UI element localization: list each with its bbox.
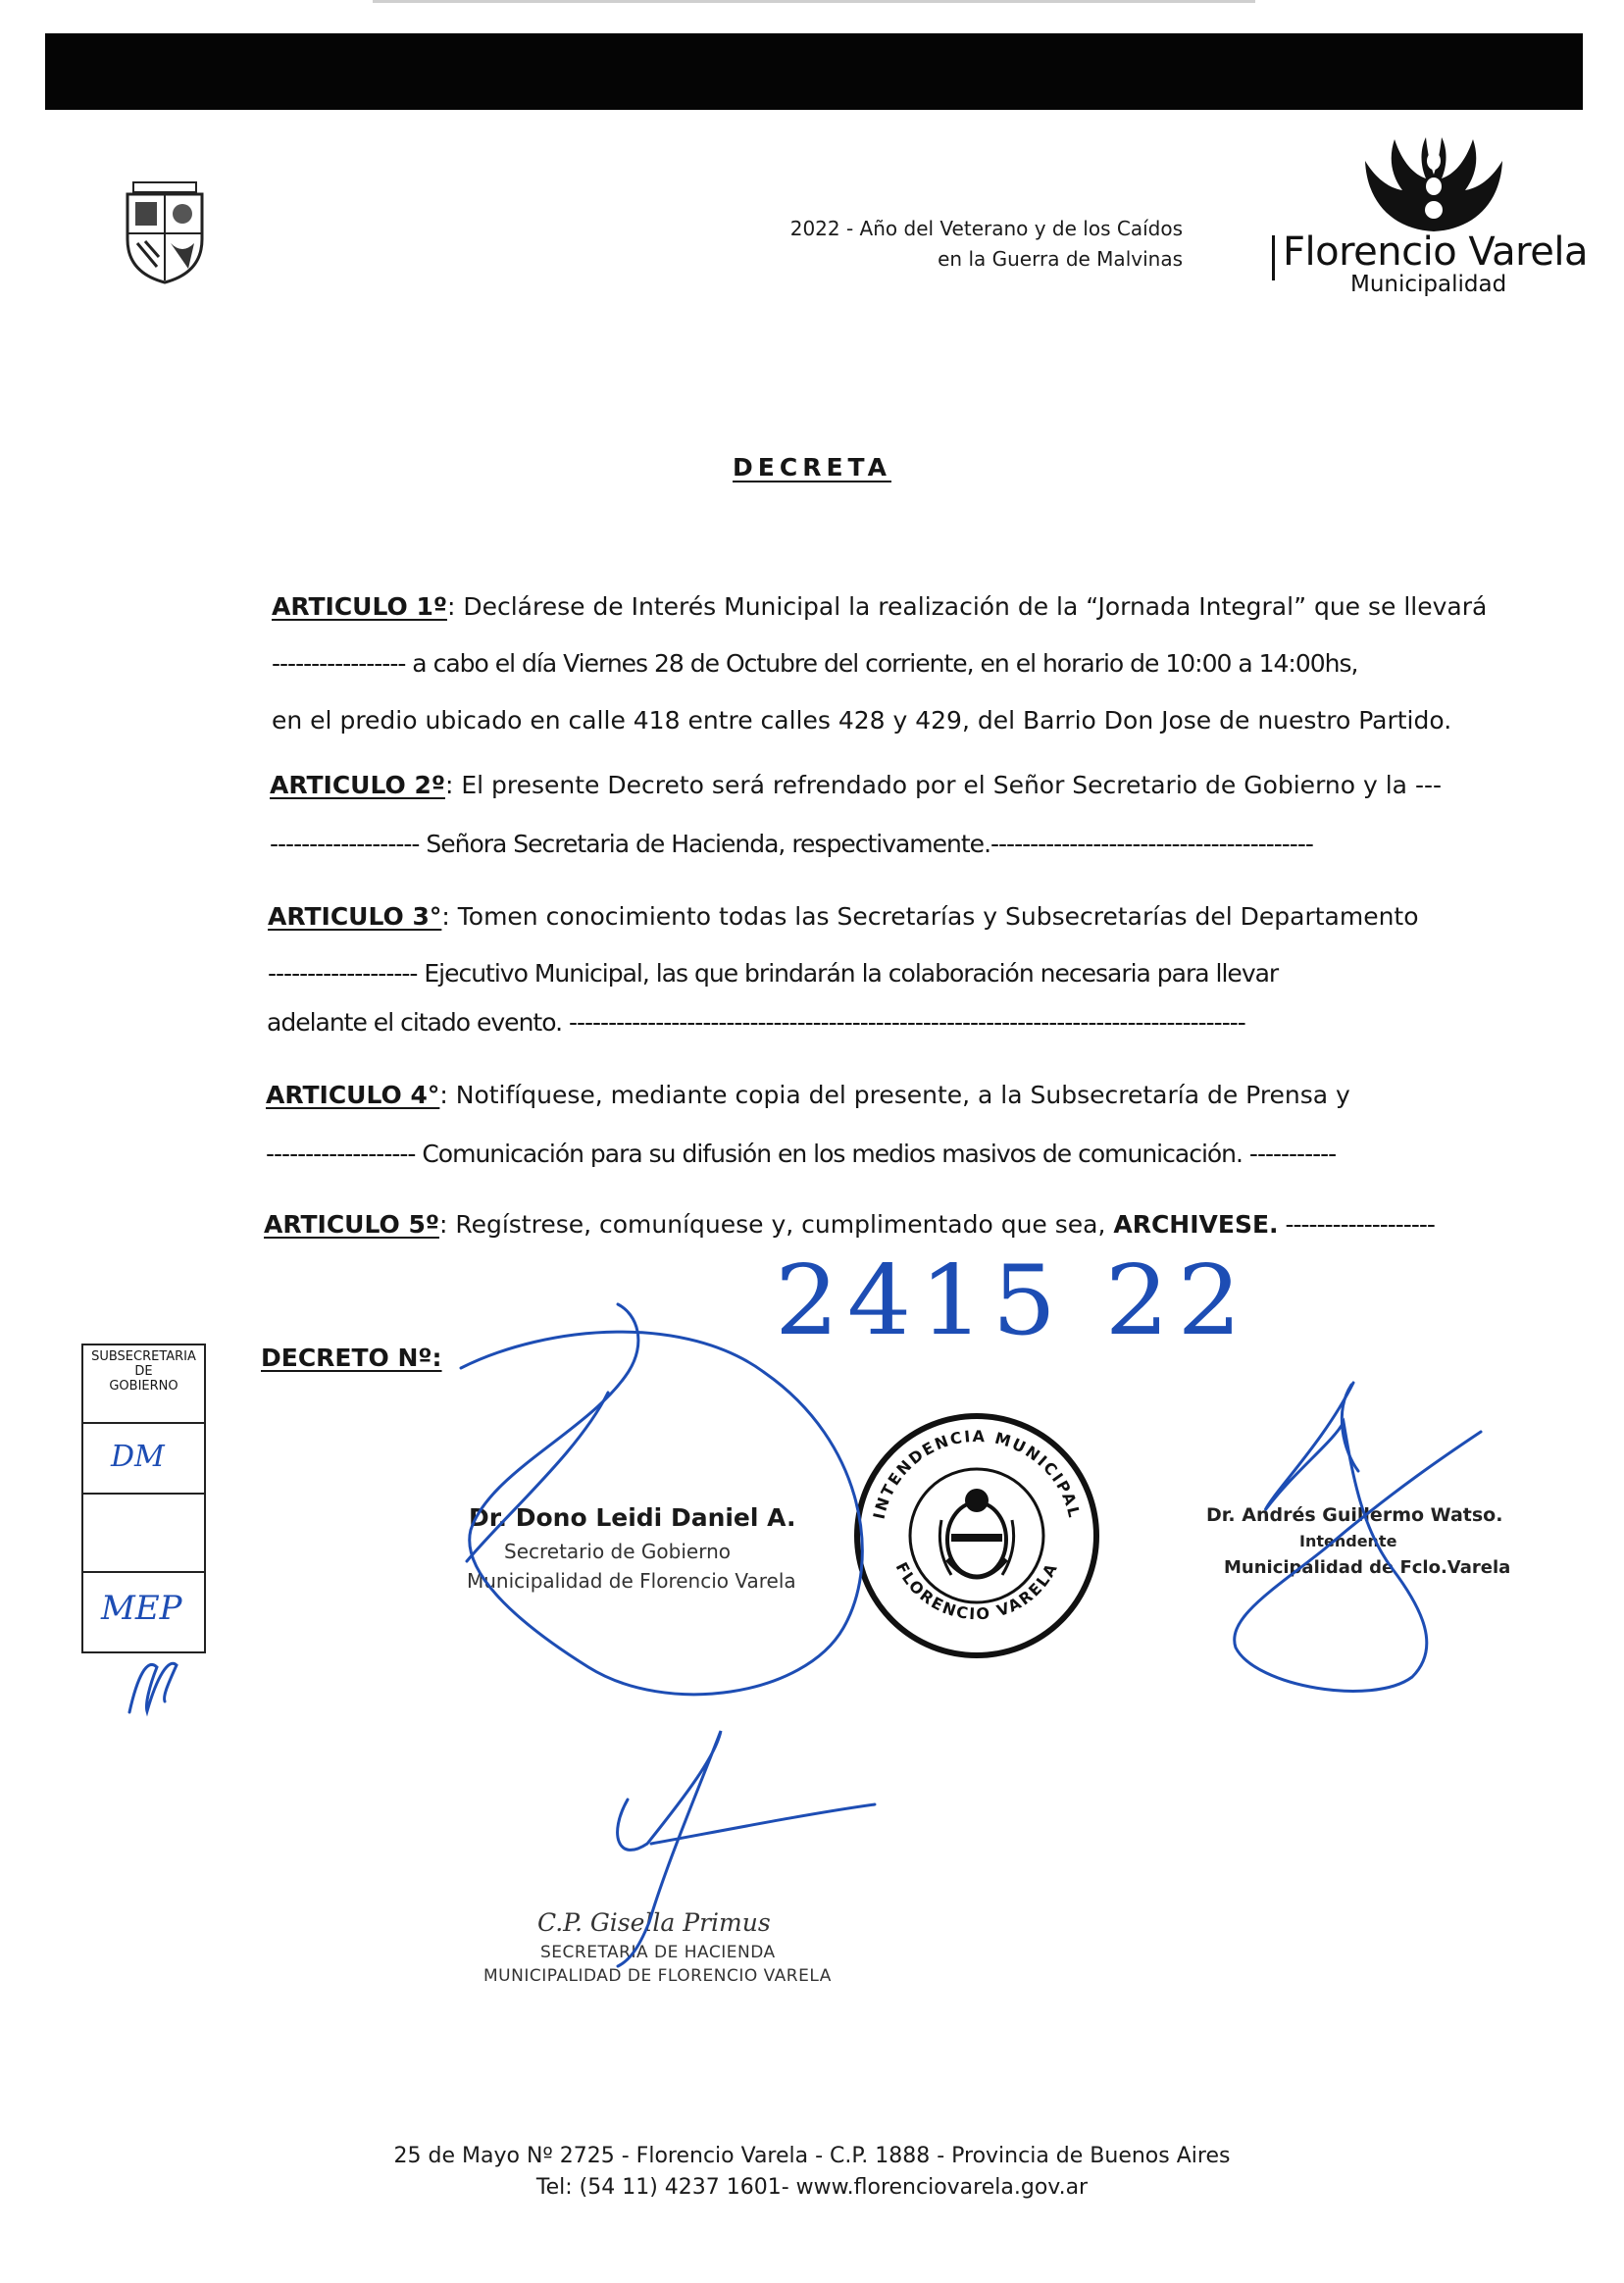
stamp-title-line: SUBSECRETARIA <box>91 1349 196 1364</box>
margin-scribble <box>129 1663 177 1712</box>
handwritten-initials: MEP <box>101 1589 182 1628</box>
decree-number-stamp: 2415 22 <box>775 1245 1250 1357</box>
hacienda-signature-tail <box>651 1804 875 1844</box>
decree-number-label: DECRETO Nº: <box>261 1344 442 1372</box>
year-slogan-line2: en la Guerra de Malvinas <box>938 247 1183 271</box>
gobierno-signatory-name: Dr. Dono Leidi Daniel A. <box>469 1503 796 1532</box>
article-label: ARTICULO 4° <box>266 1081 440 1109</box>
municipal-crest-icon <box>120 178 210 286</box>
gobierno-signature-stroke <box>467 1393 608 1561</box>
article-text: : Regístrese, comuníquese y, cumplimentado que sea, <box>438 1210 1114 1239</box>
intendente-org: Municipalidad de Fclo.Varela <box>1224 1557 1511 1578</box>
article-3-line-3: adelante el citado evento. -------------------------------------------------------------------------------------- <box>267 1008 1245 1037</box>
seal-bottom-text: FLORENCIO VARELA <box>891 1558 1062 1624</box>
florencio-varela-flower-icon <box>1361 135 1506 233</box>
article-2-line-2: ------------------- Señora Secretaria de Hacienda, respectivamente.----------------------------------------- <box>270 830 1313 858</box>
article-text: : Declárese de Interés Municipal la realización de la “Jornada Integral” que se llevará <box>446 592 1488 621</box>
scan-edge-line <box>373 0 1255 3</box>
article-3-line-2: ------------------- Ejecutivo Municipal, las que brindarán la colaboración necesaria para llevar <box>268 959 1279 988</box>
article-3-line-1 <box>268 902 1419 931</box>
intendente-role: Intendente <box>1299 1532 1397 1550</box>
stamp-initials-cell <box>83 1424 204 1495</box>
gobierno-signatory-role: Secretario de Gobierno <box>504 1540 731 1563</box>
article-text: : El presente Decreto será refrendado por el Señor Secretario de Gobierno y la --- <box>444 771 1443 799</box>
argentina-coat-of-arms-icon <box>939 1489 1013 1577</box>
hacienda-signatory-role: SECRETARIA DE HACIENDA <box>540 1943 776 1962</box>
handwritten-initials: DM <box>111 1440 165 1474</box>
article-text: : Notifíquese, mediante copia del presente, a la Subsecretaría de Prensa y <box>439 1081 1350 1109</box>
hacienda-signatory-org: MUNICIPALIDAD DE FLORENCIO VARELA <box>483 1966 832 1986</box>
logo-name: Florencio Varela <box>1283 229 1588 275</box>
stamp-empty-cell <box>83 1495 204 1573</box>
intendente-name: Dr. Andrés Guillermo Watso. <box>1206 1504 1503 1526</box>
article-label: ARTICULO 5º <box>264 1210 439 1239</box>
stamp-title <box>83 1349 204 1394</box>
article-1-line-3: en el predio ubicado en calle 418 entre calles 428 y 429, del Barrio Don Jose de nuestro Partido. <box>272 706 1452 735</box>
footer-address: 25 de Mayo Nº 2725 - Florencio Varela - C.P. 1888 - Provincia de Buenos Aires <box>393 2144 1231 2168</box>
redaction-bar <box>45 33 1583 110</box>
municipal-seal <box>843 1402 1110 1669</box>
logo-subtitle: Municipalidad <box>1350 272 1507 297</box>
logo-divider <box>1272 235 1275 280</box>
seal-top-text: INTENDENCIA MUNICIPAL <box>869 1426 1085 1521</box>
document-title: DECRETA <box>733 453 891 482</box>
article-1-line-2: ----------------- a cabo el día Viernes 28 de Octubre del corriente, en el horario de 10:00 a 14:00hs, <box>272 649 1358 678</box>
stamp-title-line: DE <box>134 1364 153 1379</box>
intendente-signature-stroke <box>1342 1385 1358 1471</box>
article-5-line-1 <box>264 1210 1435 1239</box>
subsecretaria-stamp-box <box>81 1344 206 1653</box>
article-4-line-1 <box>266 1081 1350 1109</box>
article-1-line-1 <box>272 592 1487 621</box>
gobierno-signature <box>461 1304 862 1695</box>
article-text: : Tomen conocimiento todas las Secretarías y Subsecretarías del Departamento <box>441 902 1419 931</box>
stamp-header-cell <box>83 1345 204 1424</box>
article-2-line-1 <box>270 771 1442 799</box>
article-4-line-2: ------------------- Comunicación para su difusión en los medios masivos de comunicación. ----------- <box>266 1140 1337 1168</box>
article-label: ARTICULO 1º <box>272 592 447 621</box>
article-label: ARTICULO 3° <box>268 902 442 931</box>
year-slogan-line1: 2022 - Año del Veterano y de los Caídos <box>789 217 1183 240</box>
stamp-title-line: GOBIERNO <box>109 1379 178 1394</box>
article-label: ARTICULO 2º <box>270 771 445 799</box>
hacienda-signatory-name: C.P. Gisella Primus <box>537 1908 771 1937</box>
footer-contact: Tel: (54 11) 4237 1601- www.florenciovarela.gov.ar <box>535 2175 1089 2200</box>
article-dashes: ------------------- <box>1278 1210 1435 1239</box>
archivese-text: ARCHIVESE. <box>1113 1210 1279 1239</box>
gobierno-signatory-org: Municipalidad de Florencio Varela <box>467 1569 796 1593</box>
